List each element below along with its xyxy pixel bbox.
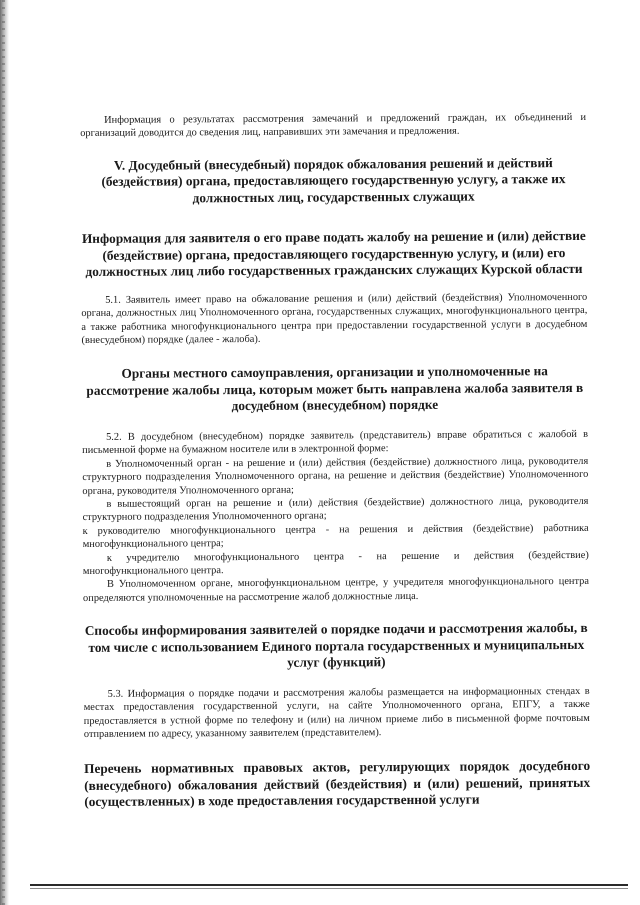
paragraph-responsible-officials: В Уполномоченном органе, многофункциональном центре, у учредителя многофункционального центра определяются уполномоченные на рассмотрение жалоб должностные лица. <box>83 576 589 604</box>
paragraph-5-3: 5.3. Информация о порядке подачи и рассмотрения жалобы размещается на информационных стендах в местах предоставления государственной услуги, на сайте Уполномоченного органа, ЕПГУ, а также предоставляется в устной форме по телефону и (или) на личном приеме либо в письменной форме почтовым отправлением по адресу, указанному заявителем (представителем). <box>83 685 590 740</box>
intro-paragraph: Информация о результатах рассмотрения замечаний и предложений граждан, их объединений и организаций доводится до сведения лиц, направивших эти замечания и предложения. <box>80 111 587 140</box>
list-item-mfc-founder: к учредителю многофункционального центра - на решение и действия (бездействие) многофункционального центра. <box>82 549 589 577</box>
subsection-informing-heading: Способы информирования заявителей о порядке подачи и рассмотрения жалобы, в том числе с использованием Единого портала государственных и муниципальных услуг (функций) <box>84 620 588 670</box>
paragraph-5-1: 5.1. Заявитель имеет право на обжалование решения и (или) действий (бездействия) Уполномоченного органа, должностных лиц Уполномоченного органа, государственных служащих, многофункционального центра, а также работника многофункционального центра при предоставлении государственной услуги в досудебном (внесудебном) порядке (далее - жалоба). <box>81 291 588 347</box>
footer-rule <box>30 884 628 886</box>
subsection-legal-acts <box>84 758 590 811</box>
scan-edge-binding-marks <box>2 0 5 905</box>
paragraph-5-2: 5.2. В досудебном (внесудебном) порядке заявитель (представитель) вправе обратиться с жалобой в письменной форме на бумажном носителе или в электронной форме: <box>82 428 589 457</box>
subsection-authorities-heading: Органы местного самоуправления, организации и уполномоченные на рассмотрение жалобы лица, которым может быть направлена жалоба заявителя в досудебном (внесудебном) порядке <box>86 363 584 414</box>
list-item-authorized-body: в Уполномоченный орган - на решение и (или) действия (бездействие) должностного лица, руководителя структурного подразделения Уполномоченного органа, на решение и действия (бездействие) Уполномоченного органа, руководителя Уполномоченного органа; <box>82 455 589 497</box>
section-v-heading: V. Досудебный (внесудебный) порядок обжалования решений и действий (бездействия) органа, предоставляющего государственную услугу, а также их должностных лиц, государственных служащих <box>101 154 566 206</box>
document-page <box>80 97 590 811</box>
list-item-higher-body: в вышестоящий орган на решение и (или) действия (бездействие) должностного лица, руководителя структурного подразделения Уполномоченного органа; <box>82 495 589 524</box>
subsection-rights-heading: Информация для заявителя о его праве подать жалобу на решение и (или) действие (бездействие) органа, предоставляющего государственную услугу, и (или) его должностных лиц либо государственных гражданских служащих Курской области <box>81 228 586 280</box>
subsection-legal-acts-heading: Перечень нормативных правовых актов, регулирующих порядок досудебного (внесудебного) обжалования действий (бездействия) и (или) решений, принятых (осуществленных) в ходе предоставления государственной услуги <box>84 758 591 810</box>
list-item-mfc-head: к руководителю многофункционального центра - на решения и действия (бездействие) работника многофункционального центра; <box>82 522 589 551</box>
footer-rule-shadow <box>30 888 628 889</box>
